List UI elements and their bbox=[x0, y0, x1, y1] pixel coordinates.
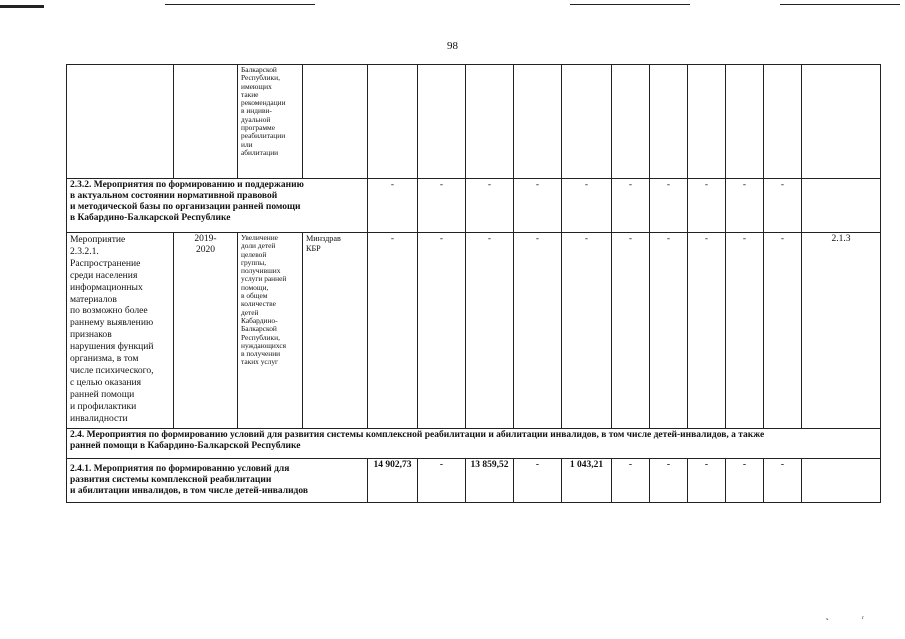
value-cell: - bbox=[650, 233, 688, 429]
cell-line: 2.3.2. Мероприятия по формированию и поддержанию bbox=[70, 180, 304, 190]
value-cell: - bbox=[726, 179, 764, 233]
value-cell: - bbox=[368, 233, 418, 429]
cell-line: и методической базы по организации ранней помощи bbox=[70, 202, 301, 212]
cell-line: помощи, bbox=[241, 282, 269, 292]
indicator-cell bbox=[238, 233, 303, 429]
cell-line: по возможно более bbox=[70, 305, 148, 317]
cell-line: признаков bbox=[70, 329, 112, 341]
cell-line: Распространение bbox=[70, 257, 141, 269]
value-cell: - bbox=[612, 233, 650, 429]
table-cell bbox=[174, 65, 238, 179]
cell-line: нуждающихся bbox=[241, 340, 287, 350]
value-cell: - bbox=[650, 179, 688, 233]
value-cell: - bbox=[612, 179, 650, 233]
table-cell bbox=[466, 65, 514, 179]
value-cell: - bbox=[764, 459, 802, 503]
table-cell bbox=[67, 65, 174, 179]
table-cell bbox=[726, 65, 764, 179]
cell-line: имеющих bbox=[241, 81, 272, 91]
scan-mark: ˛ bbox=[826, 610, 829, 620]
measure-name-cell bbox=[67, 233, 174, 429]
value-cell: - bbox=[688, 233, 726, 429]
cell-line: программе bbox=[241, 123, 275, 133]
cell-line: в общем bbox=[241, 291, 268, 301]
value-cell: - bbox=[418, 233, 466, 429]
goal-ref-cell: 2.1.3 bbox=[802, 233, 881, 429]
table-cell bbox=[368, 65, 418, 179]
goal-ref-cell bbox=[802, 459, 881, 503]
value-cell: - bbox=[418, 179, 466, 233]
program-measures-table bbox=[66, 64, 881, 503]
cell-line: или bbox=[241, 139, 253, 149]
cell-line: такие bbox=[241, 89, 259, 99]
table-cell bbox=[418, 65, 466, 179]
cell-line: Увеличение bbox=[241, 233, 278, 242]
cell-line: развития системы комплексной реабилитации bbox=[70, 475, 272, 485]
table-row-section-2-4 bbox=[67, 429, 881, 459]
value-cell: - bbox=[764, 233, 802, 429]
table-cell bbox=[802, 65, 881, 179]
cell-line: ранней помощи bbox=[70, 388, 135, 400]
table-cell bbox=[612, 65, 650, 179]
value-cell: 1 043,21 bbox=[562, 459, 612, 503]
cell-line: числе психического, bbox=[70, 364, 154, 376]
scan-mark: ᵣ bbox=[862, 610, 865, 620]
scan-edge-line bbox=[570, 4, 690, 5]
page-number: 98 bbox=[447, 40, 458, 52]
table-cell bbox=[650, 65, 688, 179]
cell-line: инвалидности bbox=[70, 412, 128, 424]
value-cell: - bbox=[418, 459, 466, 503]
value-cell: - bbox=[688, 179, 726, 233]
cell-line: реабилитации bbox=[241, 131, 286, 141]
cell-line: Республики, bbox=[241, 73, 280, 83]
table-cell bbox=[764, 65, 802, 179]
cell-line: нарушения функций bbox=[70, 341, 154, 353]
table-row-continuation bbox=[67, 65, 881, 179]
scan-edge-line bbox=[0, 5, 44, 8]
table-cell bbox=[303, 65, 368, 179]
cell-line: получивших bbox=[241, 266, 281, 276]
table-row-section-2-3-2 bbox=[67, 179, 881, 233]
section-title-2-4 bbox=[67, 429, 881, 459]
cell-line: Балкарской bbox=[241, 65, 277, 74]
cell-line: Республики, bbox=[241, 332, 280, 342]
cell-line: в Кабардино-Балкарской Республике bbox=[70, 213, 231, 223]
goal-ref-cell bbox=[802, 179, 881, 233]
table-row-section-2-4-1 bbox=[67, 459, 881, 503]
cell-line: группы, bbox=[241, 257, 267, 267]
cell-line: материалов bbox=[70, 293, 117, 305]
value-cell: - bbox=[562, 233, 612, 429]
value-cell: - bbox=[726, 459, 764, 503]
executor-cell bbox=[303, 233, 368, 429]
value-cell: - bbox=[514, 179, 562, 233]
cell-line: Кабардино- bbox=[241, 315, 278, 325]
value-cell: - bbox=[514, 459, 562, 503]
value-cell: - bbox=[368, 179, 418, 233]
cell-line: среди населения bbox=[70, 269, 138, 281]
cell-line: информационных bbox=[70, 281, 143, 293]
cell-line: таких услуг bbox=[241, 357, 279, 367]
value-cell: - bbox=[466, 179, 514, 233]
cell-line: рекомендации bbox=[241, 98, 286, 108]
cell-line: Мероприятие bbox=[70, 234, 126, 245]
scan-edge-line bbox=[780, 4, 900, 5]
cell-line: с целью оказания bbox=[70, 376, 142, 388]
value-cell: - bbox=[466, 233, 514, 429]
cell-line: 2020 bbox=[196, 245, 215, 255]
cell-line: в индиви- bbox=[241, 106, 272, 116]
cell-line: КБР bbox=[306, 243, 321, 253]
value-cell: 13 859,52 bbox=[466, 459, 514, 503]
cell-line: дуальной bbox=[241, 114, 271, 124]
value-cell: 14 902,73 bbox=[368, 459, 418, 503]
value-cell: - bbox=[562, 179, 612, 233]
value-cell: - bbox=[650, 459, 688, 503]
cell-line: и профилактики bbox=[70, 400, 137, 412]
cell-line: 2.4.1. Мероприятия по формированию условий для bbox=[70, 464, 290, 474]
indicator-cell-continued bbox=[238, 65, 303, 179]
cell-line: 2019- bbox=[194, 234, 217, 244]
value-cell: - bbox=[726, 233, 764, 429]
cell-line: услуги ранней bbox=[241, 274, 287, 284]
table-cell bbox=[514, 65, 562, 179]
table-cell bbox=[688, 65, 726, 179]
table-cell bbox=[562, 65, 612, 179]
cell-line: организма, в том bbox=[70, 353, 139, 365]
scan-edge-line bbox=[165, 4, 315, 5]
cell-line: в получении bbox=[241, 349, 281, 359]
value-cell: - bbox=[764, 179, 802, 233]
cell-line: целевой bbox=[241, 249, 267, 259]
period-cell bbox=[174, 233, 238, 429]
cell-line: ранней помощи в Кабардино-Балкарской Республике bbox=[70, 441, 301, 451]
cell-line: 2.3.2.1. bbox=[70, 245, 99, 257]
section-title-2-3-2 bbox=[67, 179, 368, 233]
cell-line: абилитации bbox=[241, 147, 279, 157]
table-row-measure-2-3-2-1 bbox=[67, 233, 881, 429]
cell-line: детей bbox=[241, 307, 259, 317]
value-cell: - bbox=[514, 233, 562, 429]
value-cell: - bbox=[688, 459, 726, 503]
cell-line: Минздрав bbox=[306, 234, 341, 243]
cell-line: Балкарской bbox=[241, 324, 277, 334]
cell-line: доли детей bbox=[241, 241, 276, 251]
cell-line: количестве bbox=[241, 299, 276, 309]
cell-line: и абилитации инвалидов, в том числе детей-инвалидов bbox=[70, 486, 309, 496]
value-cell: - bbox=[612, 459, 650, 503]
cell-line: раннему выявлению bbox=[70, 317, 154, 329]
section-title-2-4-1 bbox=[67, 459, 368, 503]
cell-line: в актуальном состоянии нормативной правовой bbox=[70, 191, 278, 201]
cell-line: 2.4. Мероприятия по формированию условий для развития системы комплексной реабилитации и абилитации инвалидов, в том числе детей-инвалидов, а также bbox=[70, 430, 765, 440]
